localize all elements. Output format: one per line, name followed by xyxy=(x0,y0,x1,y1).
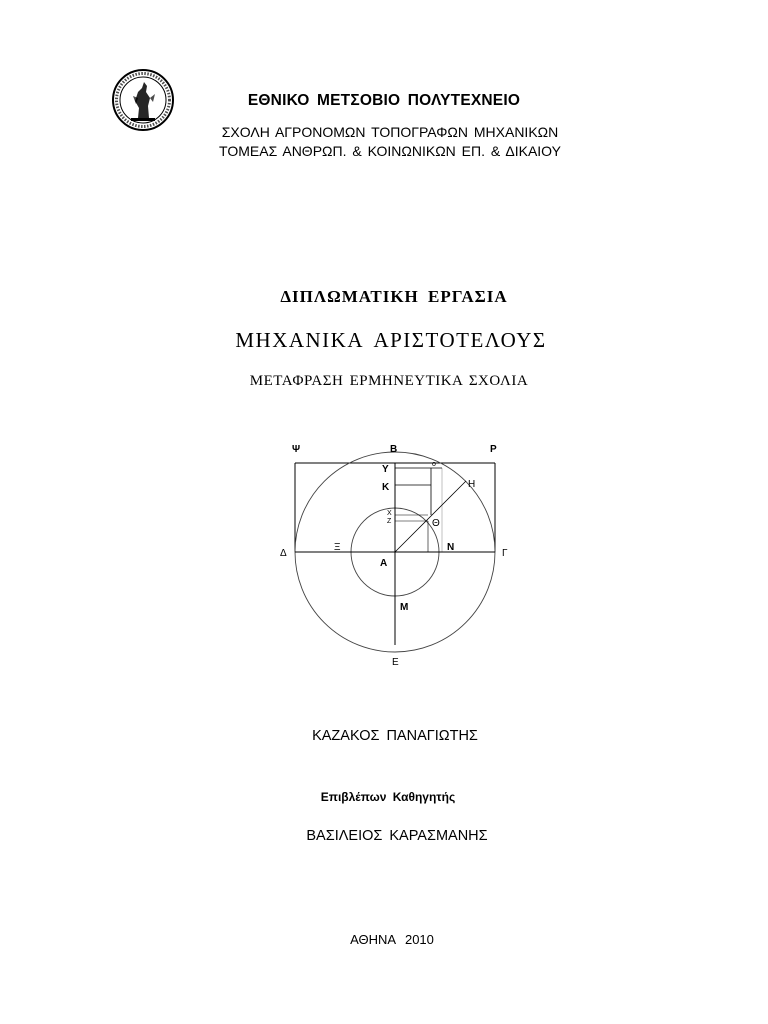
diagonal-line xyxy=(395,481,466,552)
label-eta: Η xyxy=(468,479,476,490)
label-upsilon: Υ xyxy=(382,464,389,475)
school-name: ΣΧΟΛΗ ΑΓΡΟΝΟΜΩΝ ΤΟΠΟΓΡΑΦΩΝ ΜΗΧΑΝΙΚΩΝ xyxy=(221,124,559,140)
label-mu: Μ xyxy=(400,602,409,613)
label-zeta: Ζ xyxy=(387,518,392,525)
label-theta: Θ xyxy=(432,518,440,529)
label-epsilon: Ε xyxy=(392,657,399,668)
label-rho: Ρ xyxy=(490,444,497,455)
place-and-date: ΑΘΗΝΑ 2010 xyxy=(350,932,434,947)
thesis-title: ΜΗΧΑΝΙΚΑ ΑΡΙΣΤΟΤΕΛΟΥΣ xyxy=(235,328,547,352)
label-kappa: Κ xyxy=(382,482,390,493)
label-alpha: Α xyxy=(380,558,388,569)
supervisor-label: Επιβλέπων Καθηγητής xyxy=(320,790,456,804)
thesis-type-heading: ΔΙΠΛΩΜΑΤΙΚΗ ΕΡΓΑΣΙΑ xyxy=(280,287,508,306)
author-name: ΚΑΖΑΚΟΣ ΠΑΝΑΓΙΩΤΗΣ xyxy=(312,728,478,744)
university-seal-logo xyxy=(111,68,175,132)
geometric-diagram xyxy=(270,435,520,675)
sector-name: ΤΟΜΕΑΣ ΑΝΘΡΩΠ. & ΚΟΙΝΩΝΙΚΩΝ ΕΠ. & ΔΙΚΑΙΟΥ xyxy=(219,143,561,159)
label-chi: Χ xyxy=(387,510,392,517)
label-nu: Ν xyxy=(447,542,455,553)
label-gamma: Γ xyxy=(502,548,508,559)
label-omicron: ο xyxy=(432,461,436,468)
label-beta: Β xyxy=(390,444,398,455)
university-name: ΕΘΝΙΚΟ ΜΕΤΣΟΒΙΟ ΠΟΛΥΤΕΧΝΕΙΟ xyxy=(247,92,521,109)
label-delta: Δ xyxy=(280,548,287,559)
label-xi: Ξ xyxy=(334,542,341,553)
supervisor-name: ΒΑΣΙΛΕΙΟΣ ΚΑΡΑΣΜΑΝΗΣ xyxy=(306,828,488,844)
label-psi: Ψ xyxy=(292,444,301,455)
thesis-subtitle: ΜΕΤΑΦΡΑΣΗ ΕΡΜΗΝΕΥΤΙΚΑ ΣΧΟΛΙΑ xyxy=(249,373,529,389)
